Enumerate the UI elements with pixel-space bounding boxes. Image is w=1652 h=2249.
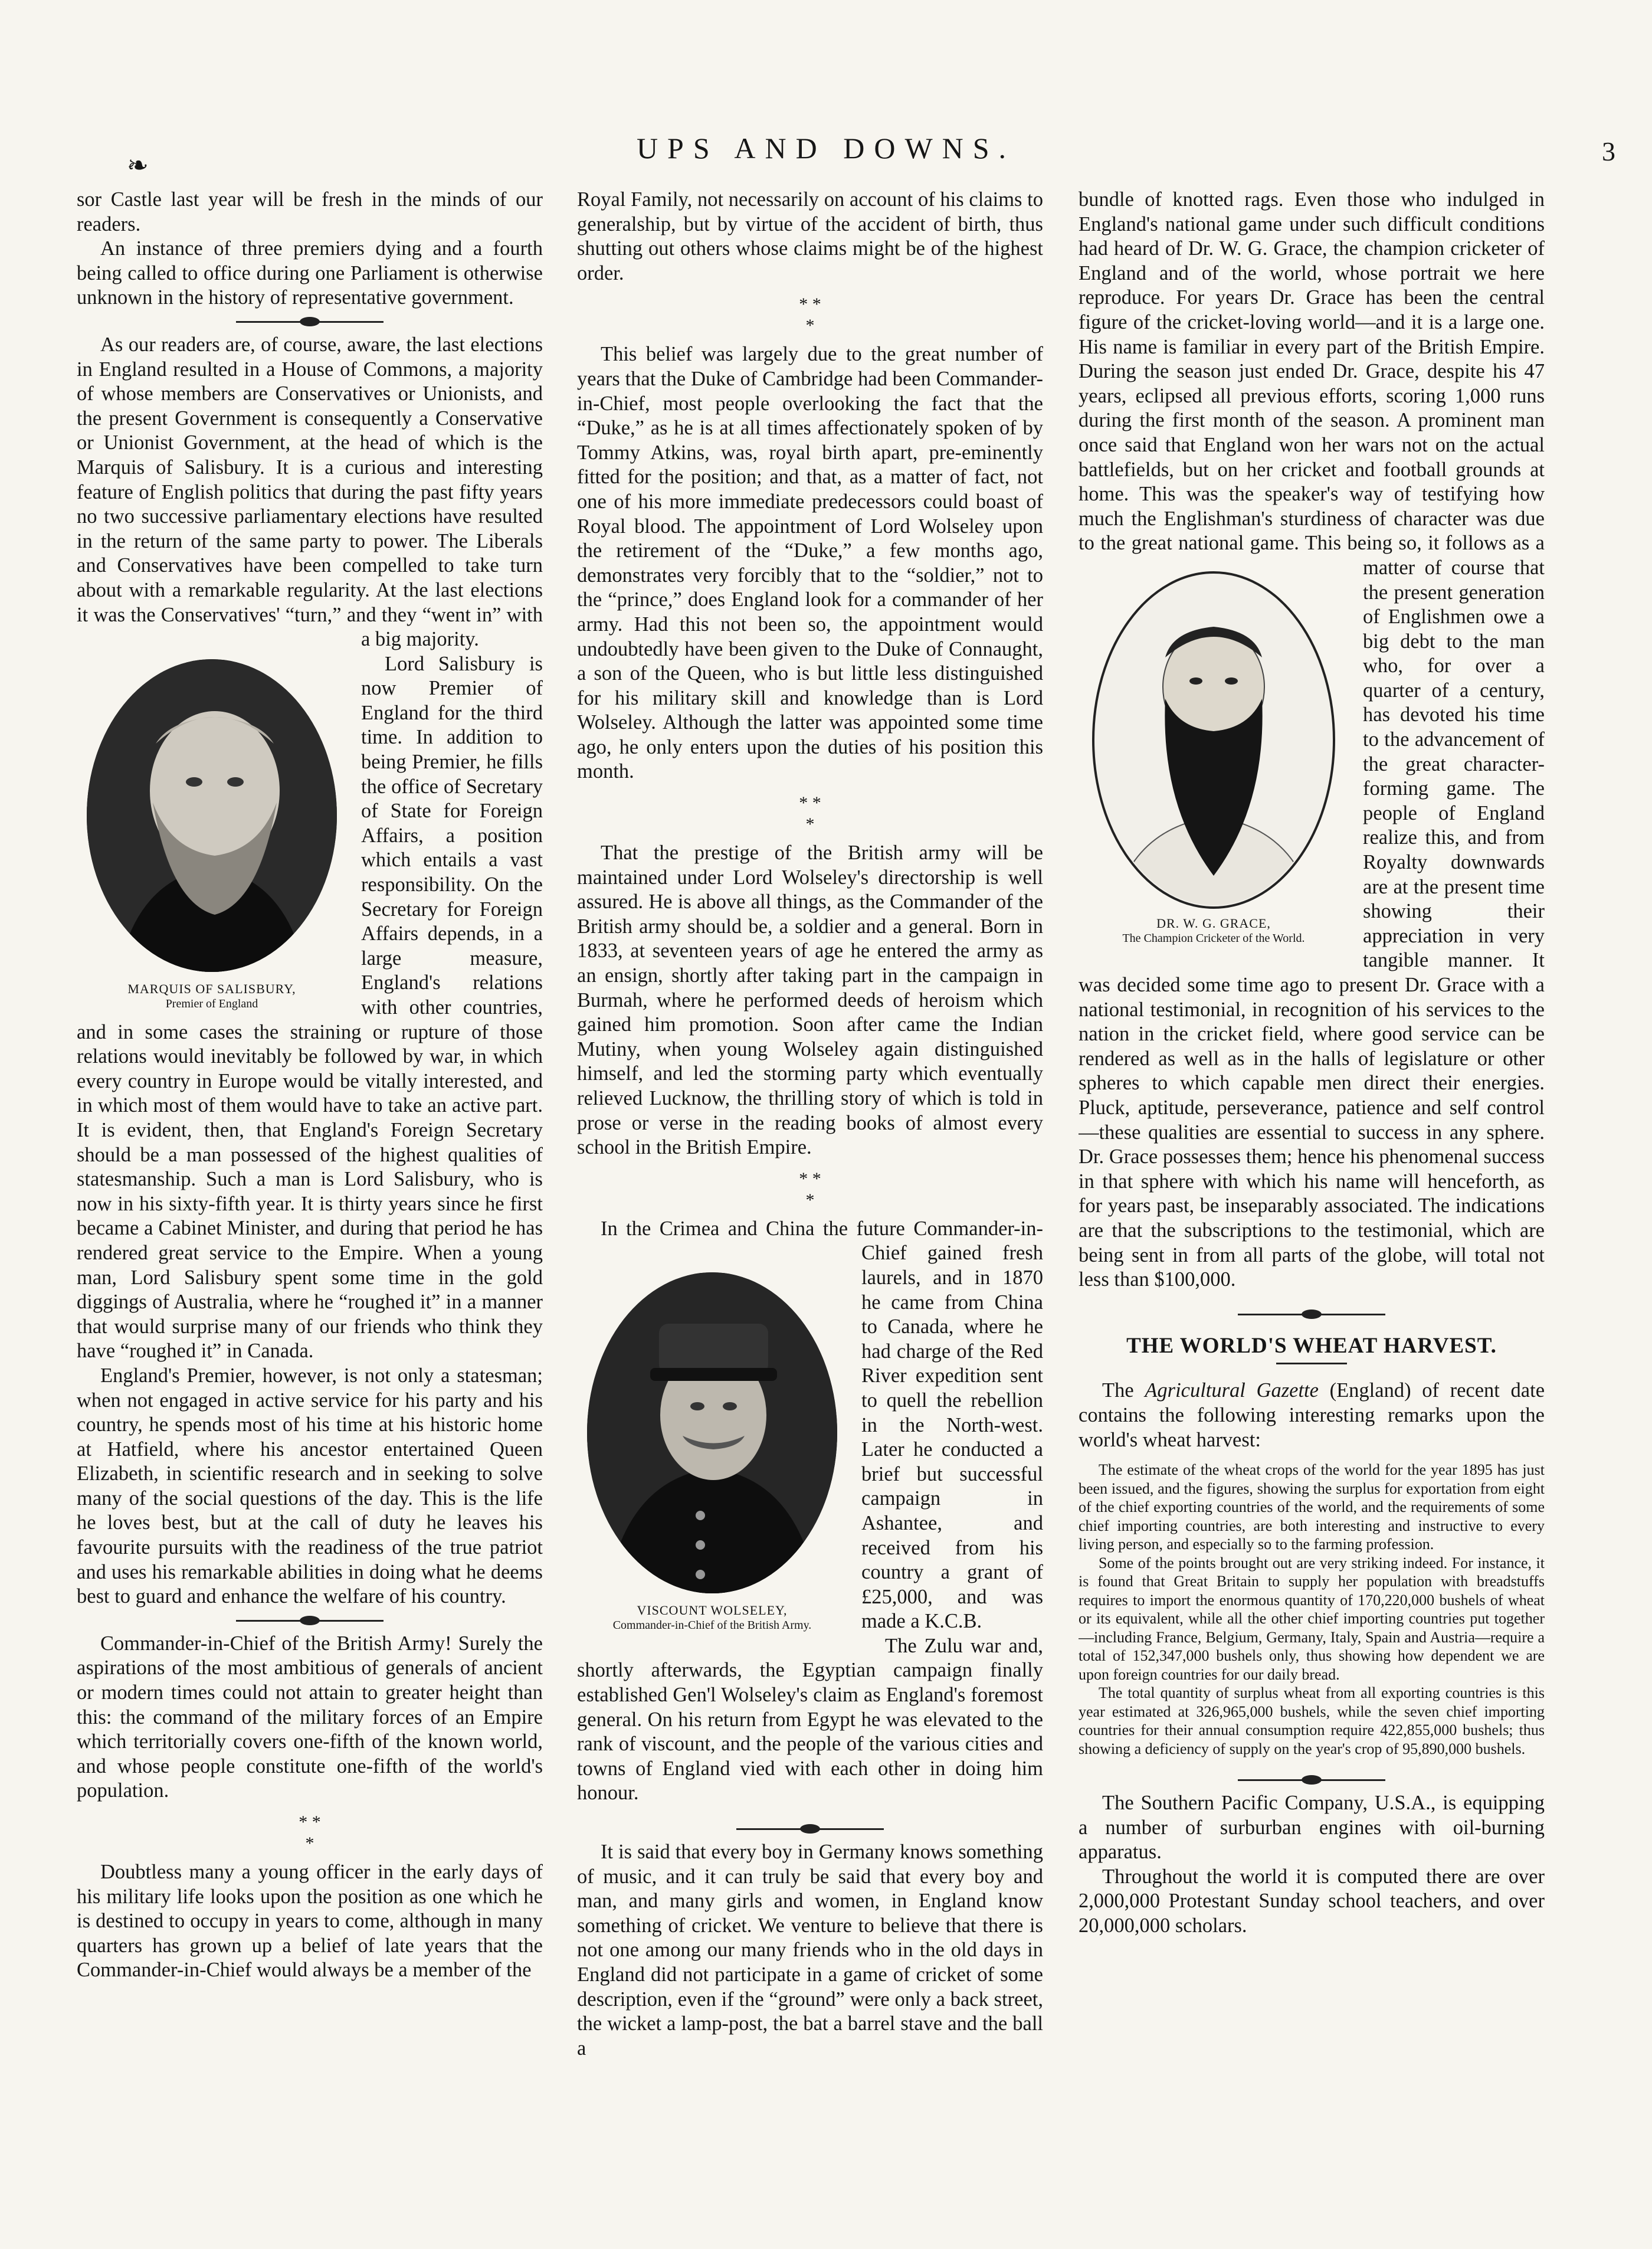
headline-rule (1276, 1363, 1347, 1364)
caption-role: The Champion Cricketer of the World. (1122, 932, 1305, 945)
paragraph: Commander-in-Chief of the British Army! Surely the aspirations of the most ambitious of generals of ancient or modern times could not attain to greater height than this: the command of the military forces of an Empire which territorially covers one-fifth of the known world, and whose people constitute one-fifth of the world's population. (77, 1632, 543, 1802)
paragraph: Doubtless many a young officer in the early days of his military life looks upon the position as one which he is destined to occupy in years to come, although in many quarters has grown up a belief of late years that the Commander-in-Chief would always be a member of the (77, 1861, 543, 1982)
paragraph (1079, 1379, 1545, 1452)
section-divider (1079, 1769, 1545, 1791)
quote-paragraph: The estimate of the wheat crops of the world for the year 1895 has just been issued, and the figures, showing the surplus for exportation from eight of the chief exporting countries of the world, and the requirements of some chief importing countries, are both interesting and instructive to every living person, and especially so to the farming profession. (1079, 1461, 1545, 1553)
paragraph: An instance of three premiers dying and a fourth being called to office during one Parliament is otherwise unknown in the history of representative government. (77, 237, 543, 309)
paragraph: The Southern Pacific Company, U.S.A., is equipping a number of surburban engines with oil-burning apparatus. (1079, 1792, 1545, 1864)
caption-role: Premier of England (165, 997, 258, 1010)
paragraph: In the Crimea and China the future Commander-in-Chief gained fresh laurels, and in 1870 he came from China to Canada, where he had charge of the Red River expedition sent to quell the rebellion in the North-west. Later he conducted a brief but successful campaign in Ashantee, and received from his country a grant of £25,000, and was made a K.C.B. (601, 1217, 1043, 1633)
running-head: UPS AND DOWNS. (636, 132, 1016, 165)
section-divider (77, 1609, 543, 1632)
paragraph: sor Castle last year will be fresh in the minds of our readers. (77, 188, 543, 235)
caption-role: Commander-in-Chief of the British Army. (612, 1618, 812, 1632)
column-1 (77, 188, 543, 2230)
asterism: * * * (799, 1168, 821, 1210)
section-divider (77, 310, 543, 333)
paragraph: Throughout the world it is computed there are over 2,000,000 Protestant Sunday school teachers, and over 20,000,000 scholars. (1079, 1865, 1545, 1937)
asterism: * * * (799, 294, 821, 336)
portrait-salisbury (77, 655, 350, 1011)
publication-title: Agricultural Gazette (1145, 1379, 1319, 1402)
paragraph: bundle of knotted rags. Even those who indulged in England's national game under such difficult conditions had heard of Dr. W. G. Grace, the champion cricketer of England and of the world, whose portrait we here reproduce. For years Dr. Grace has been the central figure of the cricket-loving world—and it is a large one. His name is familiar in every part of the British Empire. During the season just ended Dr. Grace, despite his 47 years, eclipsed all previous efforts, scoring 1,000 runs during the first month of the season. A prominent man once said that England won her wars not on the actual battlefields, but on her cricket and football grounds at home. This was the speaker's way of testifying how much the Englishman's sturdiness of character was due to the great national game. This being so, it follows as a matter of course that the present generation of Englishmen owe a big debt to the man who, for over a quarter of a century, has devoted his time to the advancement of the great character-forming game. The people of England realize this, and from Royalty downwards are at the present time showing their appreciation in very tangible manner. It was decided some time ago to present Dr. Grace with a national testimonial, in recognition of his services to the nation in the cricket field, where good service can be rendered as well as in the halls of legislature or other spheres to which capable men direct their energies. Pluck, aptitude, perseverance, patience and self control—these qualities are essential to success in any sphere. Dr. Grace possesses them; hence his phenomenal success in that sphere with which his name will henceforth, as for years past, be inseparably associated. The indications are that the subscriptions to the testimonial, which are being sent in from all parts of the globe, will total not less than $100,000. (1079, 188, 1545, 1291)
caption-name: MARQUIS OF SALISBURY, (127, 981, 296, 996)
portrait-wolseley-image (582, 1268, 842, 1598)
quote-paragraph: The total quantity of surplus wheat from all exporting countries is this year estimated at 326,965,000 bushels, while the seven chief importing countries for their annual consumption require 422,855,000 bushels; thus showing a deficiency of supply on the year's crop of 95,890,000 bushels. (1079, 1684, 1545, 1757)
page-number: 3 (1602, 136, 1615, 166)
column-2 (577, 188, 1043, 2230)
intro-post: (England) of recent date contains the following interesting remarks upon the world's wheat harvest: (1079, 1379, 1545, 1451)
portrait-grace (1079, 569, 1352, 945)
ink-mark-icon: ❧ (127, 151, 149, 180)
quote-paragraph: Some of the points brought out are very striking indeed. For instance, it is found that Great Britain to supply her population with breadstuffs requires to import the enormous quantity of 170,220,000 bushels of wheat or its equivalent, while all the other chief importing countries put together—including France, Belgium, Germany, Italy, Spain and Austria—require a total of 152,347,000 bushels only, thus showing how dependent we are upon foreign countries for our daily bread. (1079, 1554, 1545, 1683)
paragraph: England's Premier, however, is not only a statesman; when not engaged in active service for his party and his country, he spends most of his time at his historic home at Hatfield, where his ancestor entertained Queen Elizabeth, in scientific research and in seeking to solve many of the social questions of the day. This is the life he loves best, but at the call of duty he leaves his favourite pursuits with the readiness of the true patriot and uses his remarkable abilities in doing what he deems best to guard and enhance the welfare of his country. (77, 1364, 543, 1608)
caption-name: VISCOUNT WOLSELEY, (637, 1602, 788, 1618)
section-divider (1079, 1303, 1545, 1325)
asterism: * * * (799, 793, 821, 834)
paragraph: As our readers are, of course, aware, the last elections in England resulted in a House of Commons, a majority of whose members are Conservatives or Unionists, and the present Government is consequently a Conservative or Unionist Government, at the head of which is the Marquis of Salisbury. It is a curious and interesting feature of English politics that during the past fifty years no two successive parliamentary elections have resulted in the return of the same party to power. The Liberals and Conservatives have been compelled to take turn about with a remarkable regularity. At the last elections it was the Conservatives' “turn,” and they “went in” with a big majority. (77, 333, 543, 651)
portrait-grace-image (1090, 569, 1338, 911)
intro-pre: The (1102, 1379, 1145, 1402)
portrait-salisbury-image (82, 655, 342, 977)
paragraph: It is said that every boy in Germany knows something of music, and it can truly be said that every boy and man, and many girls and women, in England know something of cricket. We venture to believe that there is not one among our many friends who in the old days in England did not participate in a game of cricket of some description, even if the “ground” were only a back street, the wicket a lamp-post, the bat a barrel stave and the ball a (577, 1841, 1043, 2060)
paragraph: That the prestige of the British army will be maintained under Lord Wolseley's directorship is well assured. He is above all things, as the Commander of the British army should be, a soldier and a general. Born in 1833, at seventeen years of age he entered the army as an ensign, shortly after taking part in the campaign in Burmah, where he performed deeds of heroism which gained him promotion. Soon after came the Indian Mutiny, when young Wolseley again distinguished himself, and led the storming party which eventually relieved Lucknow, the thrilling story of which is told in prose or verse in the reading books of almost every school in the British Empire. (577, 842, 1043, 1159)
paragraph: Lord Salisbury is now Premier of England for the third time. In addition to being Premier, he fills the office of Secretary of State for Foreign Affairs, a position which entails a vast responsibility. On the Secretary for Foreign Affairs depends, in a large measure, England's relations with other countries, and in some cases the straining or rupture of those relations would inevitably be followed by war, in which every country in Europe would be vitally interested, and in which most of them would have to take an active part. It is evident, then, that England's Foreign Secretary should be a man possessed of the highest qualities of statesmanship. Such a man is Lord Salisbury, who is now in his sixty-fifth year. It is thirty years since he first became a Cabinet Minister, and during that period he has rendered great service to the Empire. When a young man, Lord Salisbury spent some time in the gold diggings of Australia, where he “roughed it” in a manner that would surprise many of our friends who think they have “roughed it” in Canada. (77, 652, 543, 1363)
article-headline: THE WORLD'S WHEAT HARVEST. (1126, 1333, 1497, 1358)
asterism: * * * (299, 1812, 321, 1853)
paragraph: Royal Family, not necessarily on account of his claims to generalship, but by virtue of the accident of birth, thus shutting out others whose claims might be of the highest order. (577, 188, 1043, 284)
caption-name: DR. W. G. GRACE, (1156, 916, 1271, 931)
section-divider (577, 1818, 1043, 1840)
paragraph: This belief was largely due to the great number of years that the Duke of Cambridge had been Commander-in-Chief, most people overlooking the fact that the “Duke,” as he is at all times affectionately spoken of by Tommy Atkins, was, royal birth apart, pre-eminently fitted for the position; and that, as a matter of fact, not one of his more immediate predecessors could boast of Royal blood. The appointment of Lord Wolseley upon the retirement of the “Duke,” a few months ago, demonstrates very forcibly that to the “soldier,” not to the “prince,” does England look for a commander of her army. Had this not been so, the appointment would undoubtedly have been given to the Duke of Connaught, a son of the Queen, who is but little less distinguished for his military skill and knowledge than is Lord Wolseley. Although the latter was appointed some time ago, he only enters upon the duties of his position this month. (577, 343, 1043, 783)
portrait-wolseley (577, 1268, 851, 1632)
paragraph: The Zulu war and, shortly afterwards, the Egyptian campaign finally established Gen'l Wolseley's claim as England's foremost general. On his return from Egypt he was elevated to the rank of viscount, and the people of the various cities and towns of England vied with each other in doing him honour. (577, 1634, 1043, 1805)
column-3 (1079, 188, 1545, 2230)
quoted-extract (1079, 1461, 1545, 1758)
